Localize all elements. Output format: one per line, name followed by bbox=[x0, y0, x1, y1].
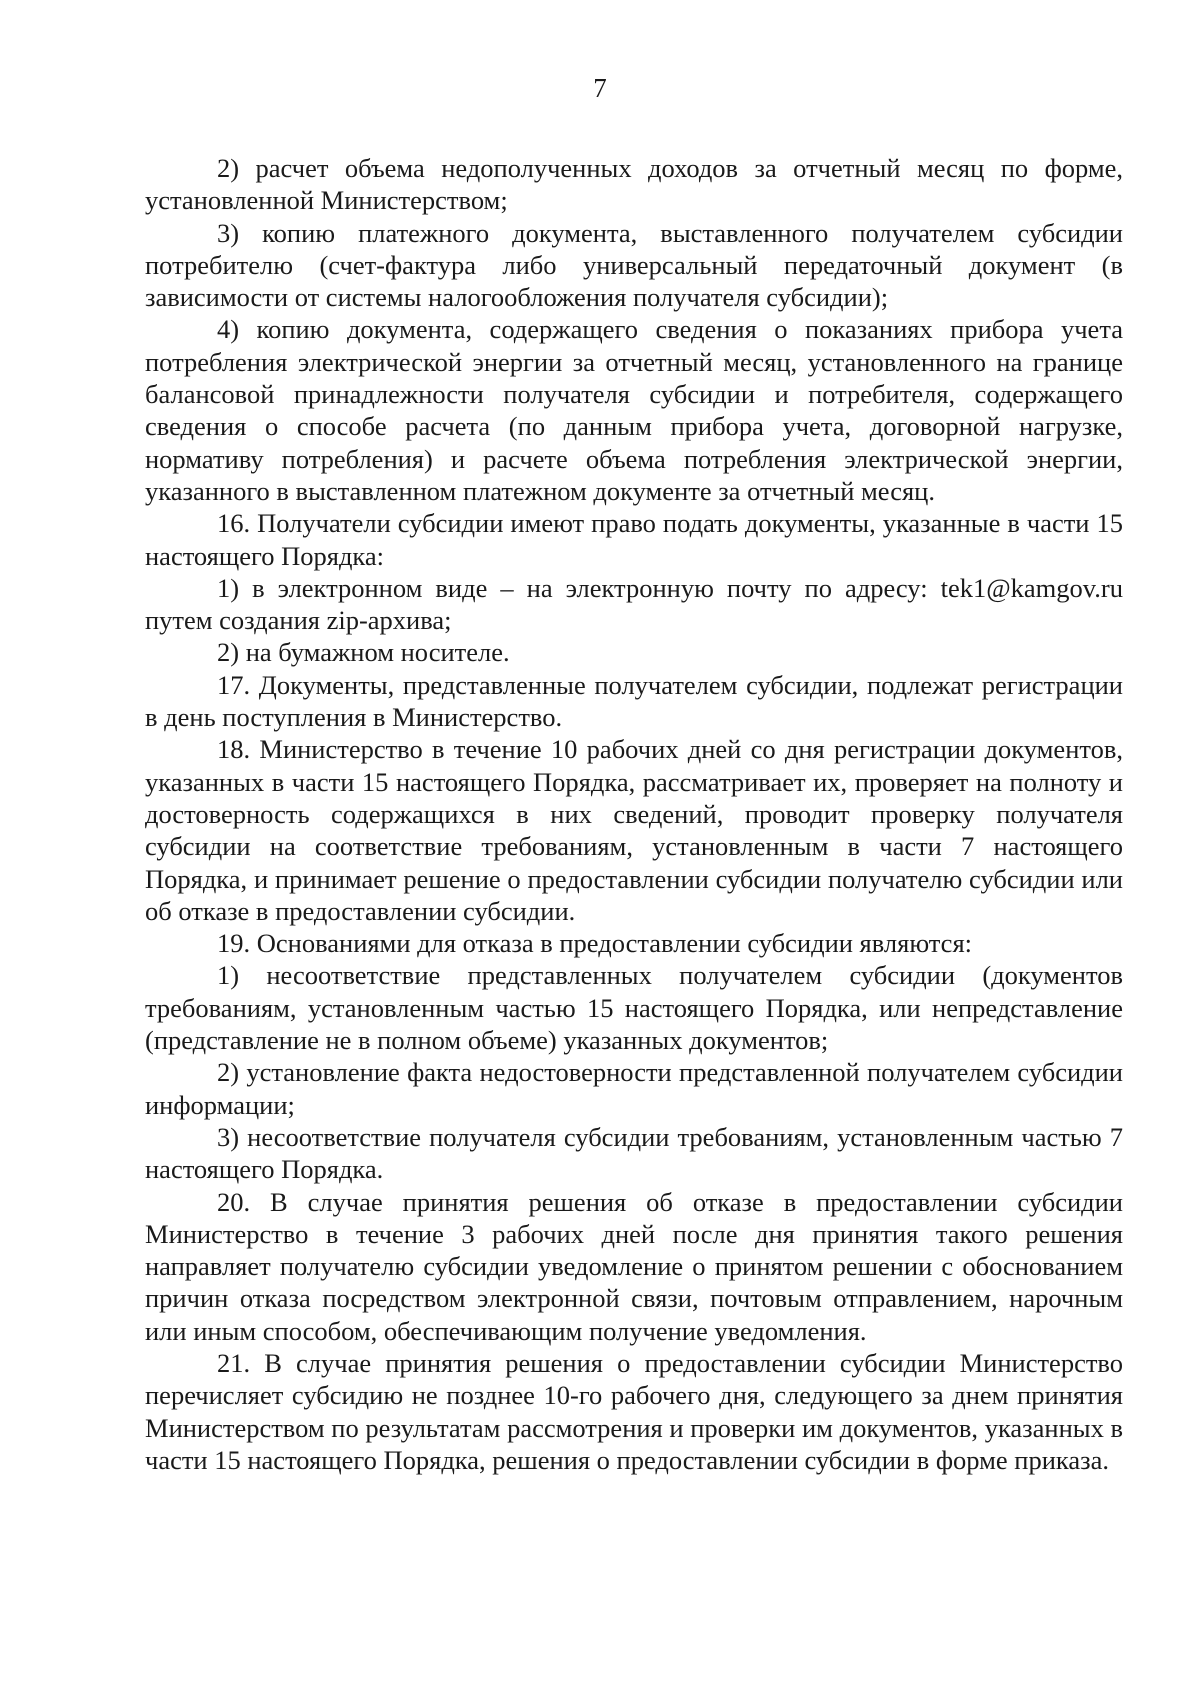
paragraph-16-1: 1) в электронном виде – на электронную почту по адресу: tek1@kamgov.ru путем создания zip-архива; bbox=[145, 572, 1123, 636]
paragraph-16-2: 2) на бумажном носителе. bbox=[217, 637, 510, 668]
paragraph-16: 16. Получатели субсидии имеют право подать документы, указанные в части 15 настоящего Порядка: bbox=[145, 508, 1123, 571]
page-number: 7 bbox=[593, 73, 607, 103]
paragraph-20: 20. В случае принятия решения об отказе в предоставлении субсидии Министерство в течение 3 рабочих дней после дня принятия такого решения направляет получателю субсидии уведомление о принятом решении с обоснованием причин отказа посредством электронной связи, почтовым отправлением, нарочным или иным способом, обеспечивающим получение уведомления. bbox=[145, 1186, 1123, 1346]
paragraph-15-3: 3) копию платежного документа, выставленного получателем субсидии потребителю (счет-фактура либо универсальный передаточный документ (в зависимости от системы налогообложения получателя субсидии); bbox=[145, 217, 1123, 313]
paragraph-15-4: 4) копию документа, содержащего сведения о показаниях прибора учета потребления электрической энергии за отчетный месяц, установленного на границе балансовой принадлежности получателя субсидии и потребителя, содержащего сведения о способе расчета (по данным прибора учета, договорной нагрузке, нормативу потребления) и расчете объема потребления электрической энергии, указанного в выставленном платежном документе за отчетный месяц. bbox=[145, 314, 1123, 506]
document-body bbox=[145, 152, 1123, 1476]
paragraph-19-2: 2) установление факта недостоверности представленной получателем субсидии информации; bbox=[145, 1057, 1123, 1120]
paragraph-15-2: 2) расчет объема недополученных доходов за отчетный месяц по форме, установленной Министерством; bbox=[145, 153, 1123, 216]
paragraph-19-1: 1) несоответствие представленных получателем субсидии (документов требованиям, установленным частью 15 настоящего Порядка, или непредставление (представление не в полном объеме) указанных документов; bbox=[145, 960, 1123, 1056]
paragraph-19: 19. Основаниями для отказа в предоставлении субсидии являются: bbox=[217, 928, 972, 959]
paragraph-21: 21. В случае принятия решения о предоставлении субсидии Министерство перечисляет субсидию не позднее 10-го рабочего дня, следующего за днем принятия Министерством по результатам рассмотрения и проверки им документов, указанных в части 15 настоящего Порядка, решения о предоставлении субсидии в форме приказа. bbox=[145, 1347, 1123, 1475]
paragraph-19-3: 3) несоответствие получателя субсидии требованиям, установленным частью 7 настоящего Порядка. bbox=[145, 1121, 1123, 1185]
paragraph-18: 18. Министерство в течение 10 рабочих дней со дня регистрации документов, указанных в части 15 настоящего Порядка, рассматривает их, проверяет на полноту и достоверность содержащихся в них сведений, проводит проверку получателя субсидии на соответствие требованиям, установленным в части 7 настоящего Порядка, и принимает решение о предоставлении субсидии получателю субсидии или об отказе в предоставлении субсидии. bbox=[145, 734, 1123, 926]
paragraph-17: 17. Документы, представленные получателем субсидии, подлежат регистрации в день поступления в Министерство. bbox=[145, 669, 1123, 733]
